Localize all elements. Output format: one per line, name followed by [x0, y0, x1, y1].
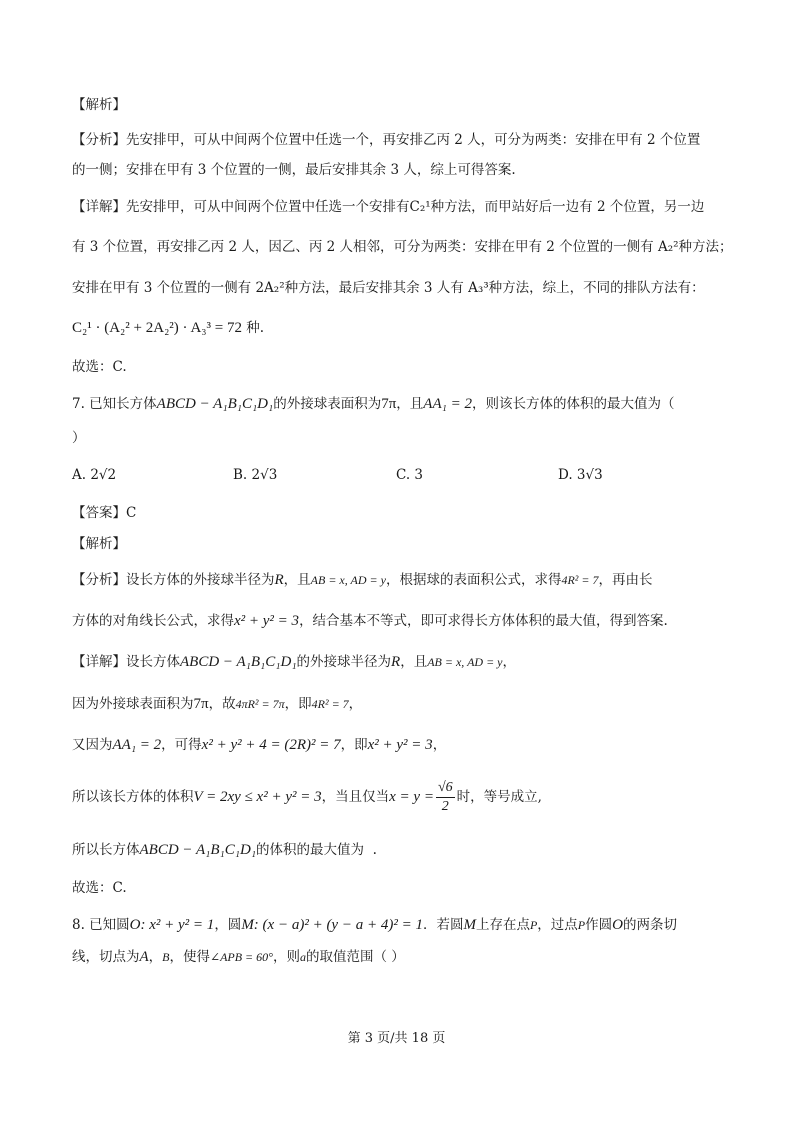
detail-line-2: 有 3 个位置，再安排乙丙 2 人，因乙、丙 2 人相邻，可分为两类：安排在甲有 2 个位置的一侧有 A₂²种方法；	[72, 239, 733, 255]
detail-7-line-5: 所以长方体ABCD − A₁B₁C₁D₁的体积的最大值为 .	[72, 842, 377, 858]
page-footer: 第 3 页/共 18 页	[347, 1031, 446, 1046]
option-d: D. 3√3	[558, 467, 603, 483]
question-7-close: ）	[72, 430, 86, 446]
jiexi-heading-2: 【解析】	[72, 536, 126, 552]
analysis-7-line-1: 【分析】设长方体的外接球半径为R，且AB = x, AD = y，根据球的表面积公式，求得4R² = 7，再由长	[72, 572, 653, 588]
option-c: C. 3	[396, 467, 424, 483]
answer-choice-line: 故选：C.	[72, 359, 127, 375]
question-8-line-1: 8. 已知圆O: x² + y² = 1，圆M: (x − a)² + (y − a + 4)² = 1．若圆M上存在点P，过点P作圆O的两条切	[72, 917, 677, 933]
answer-choice-line-2: 故选：C.	[72, 880, 127, 896]
option-a: A. 2√2	[72, 467, 117, 483]
detail-line-3: 安排在甲有 3 个位置的一侧有 2A₂²种方法，最后安排其余 3 人有 A₃³种方法，综上，不同的排队方法有：	[72, 280, 705, 296]
analysis-line-2: 的一侧；安排在甲有 3 个位置的一侧，最后安排其余 3 人，综上可得答案.	[72, 162, 516, 178]
answer-heading: 【答案】C	[72, 505, 137, 521]
detail-7-line-1: 【详解】设长方体ABCD − A₁B₁C₁D₁的外接球半径为R，且AB = x, AD = y，	[72, 654, 517, 670]
jiexi-heading-1: 【解析】	[72, 97, 126, 113]
analysis-7-line-2: 方体的对角线长公式，求得x² + y² = 3，结合基本不等式，即可求得长方体体积的最大值，得到答案.	[72, 613, 668, 629]
detail-7-line-4: 所以该长方体的体积V = 2xy ≤ x² + y² = 3，当且仅当x = y = $\frac{√6}{2}$ 时，等号成立,	[72, 780, 542, 814]
question-8-line-2: 线，切点为A，B，使得∠APB = 60°，则a的取值范围（ ）	[72, 949, 405, 965]
detail-line-4: C₂¹ · (A₂² + 2A₂²) · A₃³ = 72 种.	[72, 320, 265, 336]
detail-7-line-3: 又因为AA₁ = 2，可得x² + y² + 4 = (2R)² = 7，即x² + y² = 3，	[72, 737, 447, 753]
option-b: B. 2√3	[233, 467, 278, 483]
detail-line-1: 【详解】先安排甲，可从中间两个位置中任选一个安排有C₂¹种方法，而甲站好后一边有 2 个位置，另一边	[72, 199, 705, 215]
formula: C₂¹ · (A₂² + 2A₂²) · A₃³ = 72	[72, 320, 242, 336]
analysis-line-1: 【分析】先安排甲，可从中间两个位置中任选一个，再安排乙丙 2 人，可分为两类：安排在甲有 2 个位置	[72, 132, 701, 148]
question-7: 7. 已知长方体ABCD − A₁B₁C₁D₁的外接球表面积为7π，且AA₁ = 2，则该长方体的体积的最大值为（	[72, 396, 675, 412]
detail-7-line-2: 因为外接球表面积为7π，故4πR² = 7π，即4R² = 7，	[72, 696, 363, 712]
sqrt6-over-2-fraction: $\frac{√6}{2}$	[437, 780, 453, 814]
